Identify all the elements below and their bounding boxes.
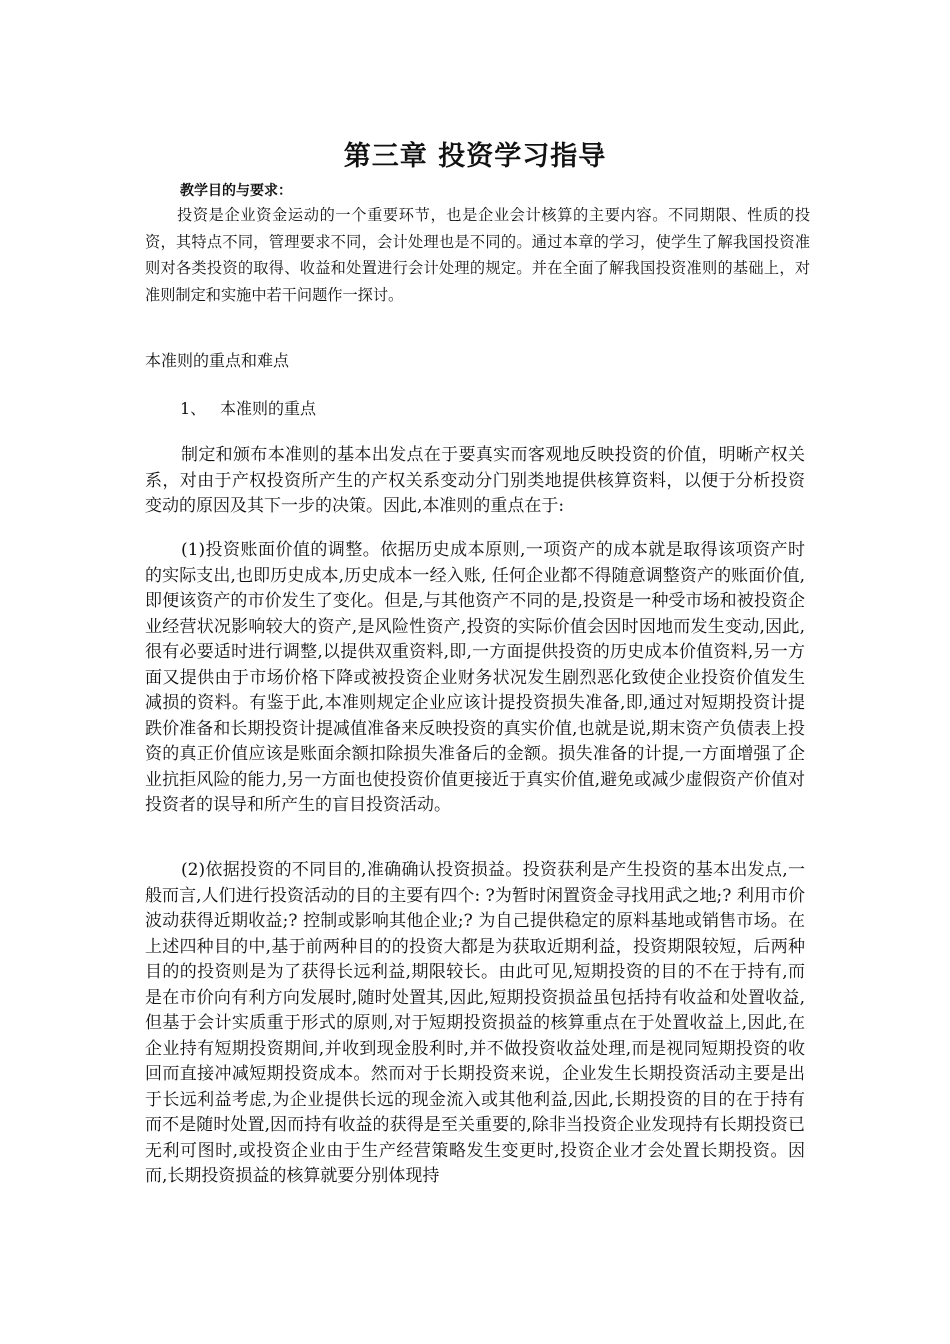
section-heading: 本准则的重点和难点 — [145, 351, 290, 370]
chapter-title: 第三章 投资学习指导 — [343, 141, 607, 172]
subsection-title: 本准则的重点 — [220, 399, 317, 418]
objectives-heading: 教学目的与要求： — [180, 183, 292, 199]
paragraph: (2)依据投资的不同目的,准确确认投资损益。投资获利是产生投资的基本出发点,一般而言,人们进行投资活动的目的主要有四个: ?为暂时闲置资金寻找用武之地;? 利用市价波动获得近期收益;? 控制或影响其他企业;? 为自己提供稳定的原料基地或销售市场。在上述四种目的中,基于前两种目的的投资大都是为获取近期利益，投资期限较短，后两种目的的投资则是为了获得长远利益,期限较长。由此可见,短期投资的目的不在于持有,而是在市价向有利方向发展时,随时处置其,因此,短期投资损益虽包括持有收益和处置收益,但基于会计实质重于形式的原则,对于短期投资损益的核算重点在于处置收益上,因此,在企业持有短期投资期间,并收到现金股利时,并不做投资收益处理,而是视同短期投资的收回而直接冲减短期投资成本。然而对于长期投资来说，企业发生长期投资活动主要是出于长远利益考虑,为企业提供长远的现金流入或其他利益,因此,长期投资的目的在于持有而不是随时处置,因而持有收益的获得是至关重要的,除非当投资企业发现持有长期投资已无利可图时,或投资企业由于生产经营策略发生变更时,投资企业才会处置长期投资。因而,长期投资损益的核算就要分别体现持 — [145, 860, 805, 1186]
subsection-heading — [180, 396, 316, 419]
paragraph: 制定和颁布本准则的基本出发点在于要真实而客观地反映投资的价值，明晰产权关系，对由于产权投资所产生的产权关系变动分门别类地提供核算资料，以便于分析投资变动的原因及其下一步的决策。因此,本准则的重点在于: — [145, 445, 805, 516]
paragraph: (1)投资账面价值的调整。依据历史成本原则,一项资产的成本就是取得该项资产时的实际支出,也即历史成本,历史成本一经入账, 任何企业都不得随意调整资产的账面价值,即便该资产的市价发生了变化。但是,与其他资产不同的是,投资是一种受市场和被投资企业经营状况影响较大的资产,是风险性资产,投资的实际价值会因时因地而发生变动,因此,很有必要适时进行调整,以提供双重资料,即,一方面提供投资的历史成本价值资料,另一方面又提供由于市场价格下降或被投资企业财务状况发生剧烈恶化致使企业投资价值发生减损的资料。有鉴于此,本准则规定企业应该计提投资损失准备,即,通过对短期投资计提跌价准备和长期投资计提减值准备来反映投资的真实价值,也就是说,期末资产负债表上投资的真正价值应该是账面余额扣除损失准备后的金额。损失准备的计提,一方面增强了企业抗拒风险的能力,另一方面也使投资价值更接近于真实价值,避免或减少虚假资产价值对投资者的误导和所产生的盲目投资活动。 — [145, 540, 805, 815]
subsection-number: 1、 — [180, 399, 207, 418]
objectives-text: 投资是企业资金运动的一个重要环节，也是企业会计核算的主要内容。不同期限、性质的投资，其特点不同，管理要求不同，会计处理也是不同的。通过本章的学习，使学生了解我国投资准则对各类投资的取得、收益和处置进行会计处理的规定。并在全面了解我国投资准则的基础上，对准则制定和实施中若干问题作一探讨。 — [145, 206, 810, 304]
